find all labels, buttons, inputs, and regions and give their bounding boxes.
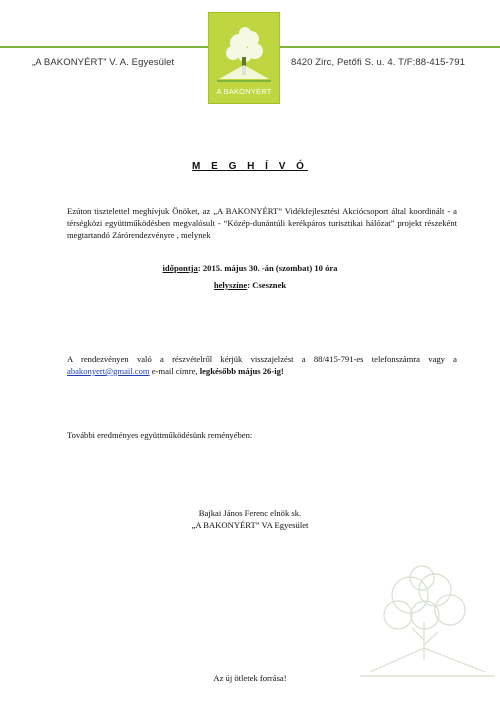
- time-label: időpontja: [162, 263, 198, 273]
- footer-motto: Az új ötletek forrása!: [213, 673, 287, 683]
- logo-text: A BAKONYÉRT: [216, 87, 272, 96]
- logo: [208, 12, 280, 104]
- email-link[interactable]: abakonyert@gmail.com: [67, 365, 150, 376]
- place-label: helyszíne: [213, 280, 248, 290]
- event-time: [0, 263, 500, 273]
- header-org-name: „A BAKONYÉRT” V. A. Egyesület: [32, 57, 175, 68]
- place-value: : Csesznek: [247, 280, 287, 290]
- signature-name: Bajkai János Ferenc elnök sk.: [198, 508, 302, 518]
- rsvp-deadline: legkésőbb május 26-ig!: [199, 365, 284, 376]
- rsvp-text: A rendezvényen való a részvételről kérjük visszajelzést a 88/415-791-es telefonszámra vagy a: [67, 354, 457, 364]
- intro-text: Ezúton tisztelettel meghívjuk Önöket, az „A BAKONYÉRT” Vidékfejlesztési Akciócsoport által koordinált - a térségközi együttműködésben megvalósult - “Közép-dunántúli kerékpáros turisztikai hálózat” projekt részeként megtartandó Zárórendezvényre , melynek: [67, 206, 457, 240]
- header-line-left: [0, 46, 208, 48]
- signature-org: „A BAKONYÉRT” VA Egyesület: [191, 520, 309, 530]
- event-place: [0, 280, 500, 290]
- intro-paragraph: [67, 206, 457, 241]
- closing-line: További eredményes együttműködésünk reményében:: [67, 430, 253, 440]
- header-address: 8420 Zirc, Petőfi S. u. 4. T/F:88-415-791: [291, 57, 465, 68]
- time-value: : 2015. május 30. -án (szombat) 10 óra: [197, 263, 338, 273]
- document-title: M E G H Í V Ó: [192, 161, 308, 172]
- header-line-right: [278, 46, 500, 48]
- rsvp-suffix: e-mail címre,: [149, 365, 200, 376]
- rsvp-paragraph: [67, 354, 457, 378]
- tree-watermark-icon: [350, 560, 500, 690]
